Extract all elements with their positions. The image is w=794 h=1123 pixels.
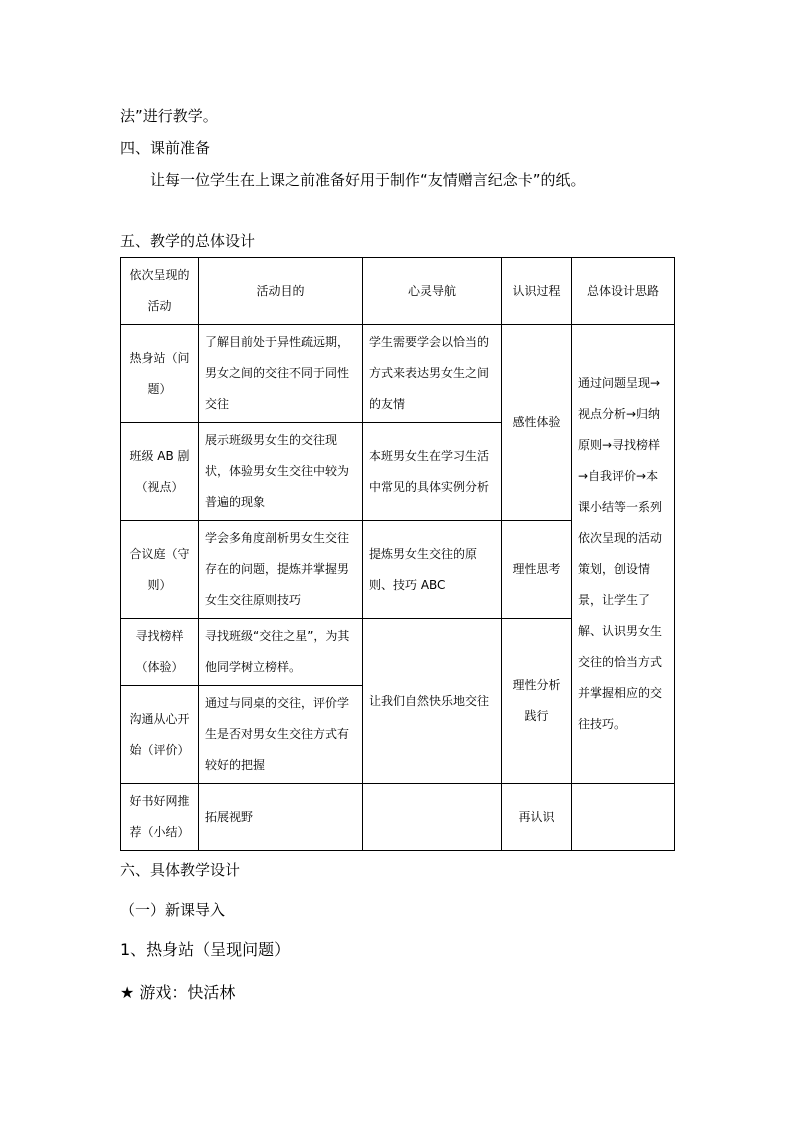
section-4-text: 让每一位学生在上课之前准备好用于制作“友情赠言纪念卡”的纸。 — [150, 171, 586, 189]
table-row — [121, 784, 675, 851]
table-row — [121, 325, 675, 423]
nav-cell: 提炼男女生交往的原则、技巧 ABC — [363, 521, 502, 619]
section-6-title: 六、具体教学设计 — [120, 861, 241, 879]
design-idea-cell: 通过问题呈现→视点分析→归纳原则→寻找榜样→自我评价→本课小结等一系列依次呈现的活动策划，创设情景，让学生了解、认识男女生交往的恰当方式并掌握相应的交往技巧。 — [572, 325, 675, 784]
activity-cell: 热身站（问题） — [121, 325, 199, 423]
activity-cell: 合议庭（守则） — [121, 521, 199, 619]
design-table — [120, 257, 675, 851]
design-idea-empty-cell — [572, 784, 675, 851]
goal-cell: 寻找班级“交往之星”，为其他同学树立榜样。 — [199, 619, 363, 686]
intro-line: 法”进行教学。 — [120, 107, 218, 125]
section-4-title: 四、课前准备 — [120, 139, 211, 157]
header-nav: 心灵导航 — [363, 258, 502, 325]
nav-cell — [363, 784, 502, 851]
nav-cell: 学生需要学会以恰当的方式来表达男女生之间的友情 — [363, 325, 502, 423]
cognition-cell: 理性思考 — [502, 521, 572, 619]
nav-cell: 让我们自然快乐地交往 — [363, 619, 502, 784]
header-cognition: 认识过程 — [502, 258, 572, 325]
cognition-cell: 感性体验 — [502, 325, 572, 521]
subsection-title: （一）新课导入 — [120, 901, 226, 919]
header-goal: 活动目的 — [199, 258, 363, 325]
game-title: ★ 游戏：快活林 — [120, 983, 236, 1002]
header-activity: 依次呈现的活动 — [121, 258, 199, 325]
goal-cell: 学会多角度剖析男女生交往存在的问题，提炼并掌握男女生交往原则技巧 — [199, 521, 363, 619]
activity-cell: 沟通从心开始（评价） — [121, 686, 199, 784]
header-design-idea: 总体设计思路 — [572, 258, 675, 325]
goal-cell: 通过与同桌的交往，评价学生是否对男女生交往方式有较好的把握 — [199, 686, 363, 784]
section-5-title: 五、教学的总体设计 — [120, 232, 256, 250]
activity-cell: 寻找榜样（体验） — [121, 619, 199, 686]
cognition-cell: 再认识 — [502, 784, 572, 851]
goal-cell: 拓展视野 — [199, 784, 363, 851]
nav-cell: 本班男女生在学习生活中常见的具体实例分析 — [363, 423, 502, 521]
table-header-row — [121, 258, 675, 325]
subsection-title: 1、热身站（呈现问题） — [120, 940, 291, 959]
activity-cell: 好书好网推荐（小结） — [121, 784, 199, 851]
cognition-cell: 理性分析践行 — [502, 619, 572, 784]
goal-cell: 了解目前处于异性疏远期，男女之间的交往不同于同性交往 — [199, 325, 363, 423]
goal-cell: 展示班级男女生的交往现状，体验男女生交往中较为普遍的现象 — [199, 423, 363, 521]
activity-cell: 班级 AB 剧（视点） — [121, 423, 199, 521]
